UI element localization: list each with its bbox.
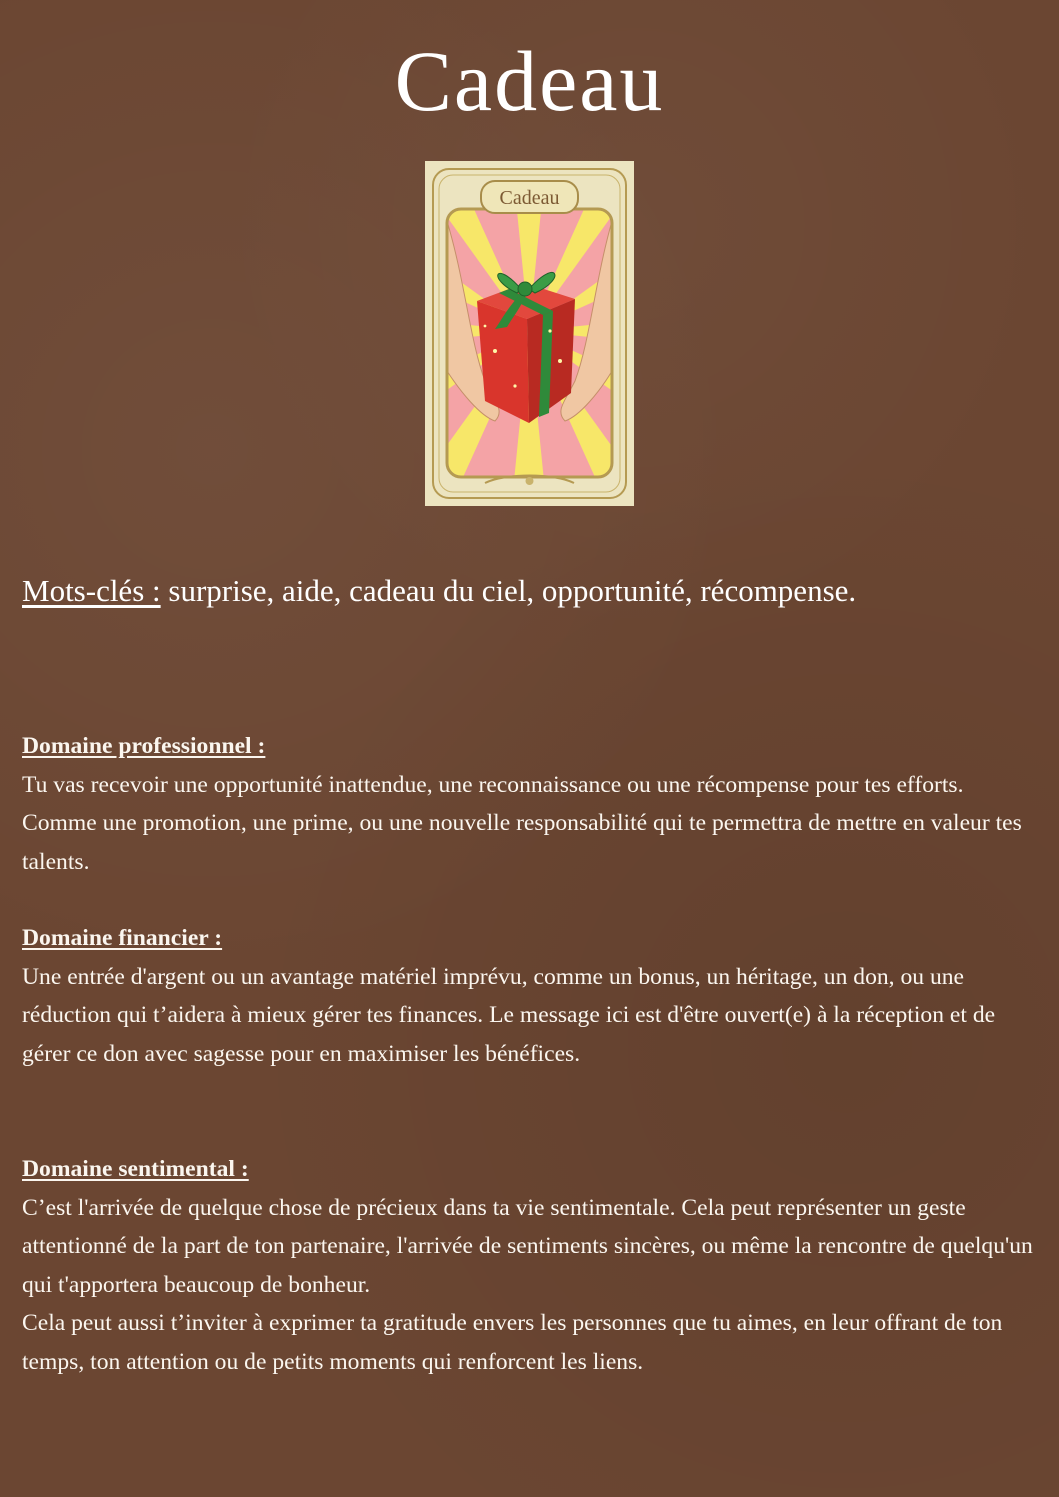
section-financial <box>22 919 1037 1073</box>
keywords <box>22 566 1032 616</box>
section-sentimental <box>22 1150 1037 1381</box>
keywords-text: surprise, aide, cadeau du ciel, opportunité, récompense. <box>160 573 857 608</box>
section-heading: Domaine sentimental : <box>22 1156 249 1182</box>
keywords-label: Mots-clés : <box>22 573 161 608</box>
card-banner-text: Cadeau <box>499 187 560 209</box>
section-paragraph: Une entrée d'argent ou un avantage matériel imprévu, comme un bonus, un héritage, un don, ou une réduction qui t’aidera à mieux gérer tes finances. Le message ici est d'être ouvert(e) à la réception et de gérer ce don avec sagesse pour en maximiser les bénéfices. <box>22 963 996 1067</box>
section-paragraph: Cela peut aussi t’inviter à exprimer ta gratitude envers les personnes que tu aimes, en leur offrant de ton temps, ton attention ou de petits moments qui renforcent les liens. <box>22 1310 1003 1375</box>
section-paragraph: Tu vas recevoir une opportunité inattendue, une reconnaissance ou une récompense pour tes efforts. Comme une promotion, une prime, ou une nouvelle responsabilité qui te permettra de mettre en valeur tes talents. <box>22 771 1022 875</box>
section-heading: Domaine financier : <box>22 925 223 951</box>
page-title: Cadeau <box>394 33 665 129</box>
section-heading: Domaine professionnel : <box>22 733 266 759</box>
section-professional <box>22 727 1037 881</box>
section-paragraph: C’est l'arrivée de quelque chose de précieux dans ta vie sentimentale. Cela peut représenter un geste attentionné de la part de ton partenaire, l'arrivée de sentiments sincères, ou même la rencontre de quelqu'un qui t'apportera beaucoup de bonheur. <box>22 1194 1033 1298</box>
card-image <box>425 161 634 506</box>
